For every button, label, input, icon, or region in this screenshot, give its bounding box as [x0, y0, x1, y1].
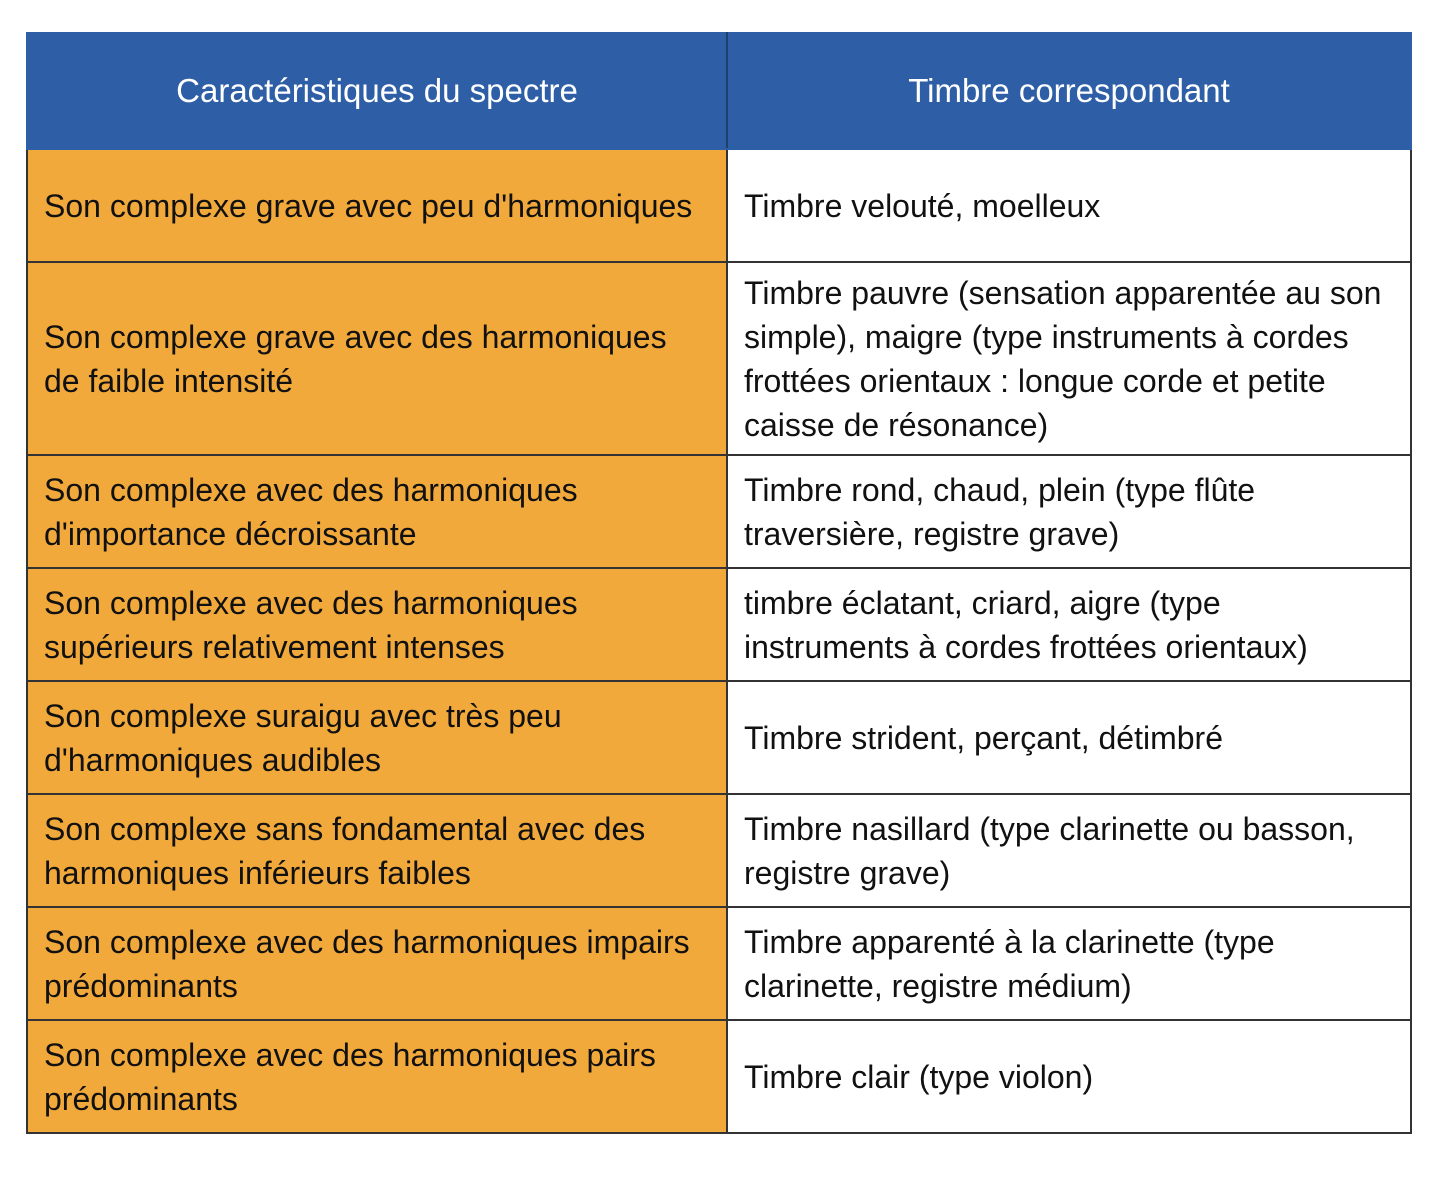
timbre-cell: Timbre nasillard (type clarinette ou basson, registre grave) [727, 794, 1411, 907]
timbre-cell: Timbre clair (type violon) [727, 1020, 1411, 1133]
table-row [27, 568, 1411, 681]
spectrum-cell: Son complexe grave avec des harmoniques de faible intensité [27, 262, 727, 455]
spectrum-cell: Son complexe avec des harmoniques supérieurs relativement intenses [27, 568, 727, 681]
table-header-row [27, 33, 1411, 149]
table-row [27, 1020, 1411, 1133]
table-row [27, 681, 1411, 794]
timbre-cell: timbre éclatant, criard, aigre (type instruments à cordes frottées orientaux) [727, 568, 1411, 681]
timbre-cell: Timbre velouté, moelleux [727, 149, 1411, 262]
timbre-cell: Timbre pauvre (sensation apparentée au son simple), maigre (type instruments à cordes frottées orientaux : longue corde et petite caisse de résonance) [727, 262, 1411, 455]
header-spectrum-characteristics: Caractéristiques du spectre [27, 33, 727, 149]
table-row [27, 455, 1411, 568]
spectrum-cell: Son complexe grave avec peu d'harmoniques [27, 149, 727, 262]
spectrum-cell: Son complexe sans fondamental avec des harmoniques inférieurs faibles [27, 794, 727, 907]
header-corresponding-timbre: Timbre correspondant [727, 33, 1411, 149]
timbre-cell: Timbre rond, chaud, plein (type flûte traversière, registre grave) [727, 455, 1411, 568]
spectrum-cell: Son complexe avec des harmoniques impairs prédominants [27, 907, 727, 1020]
table-row [27, 794, 1411, 907]
table-row [27, 907, 1411, 1020]
spectrum-cell: Son complexe avec des harmoniques pairs prédominants [27, 1020, 727, 1133]
timbre-table-container [26, 32, 1410, 1134]
timbre-table [26, 32, 1412, 1134]
spectrum-cell: Son complexe suraigu avec très peu d'harmoniques audibles [27, 681, 727, 794]
timbre-cell: Timbre strident, perçant, détimbré [727, 681, 1411, 794]
table-row [27, 262, 1411, 455]
spectrum-cell: Son complexe avec des harmoniques d'importance décroissante [27, 455, 727, 568]
table-row [27, 149, 1411, 262]
timbre-cell: Timbre apparenté à la clarinette (type clarinette, registre médium) [727, 907, 1411, 1020]
